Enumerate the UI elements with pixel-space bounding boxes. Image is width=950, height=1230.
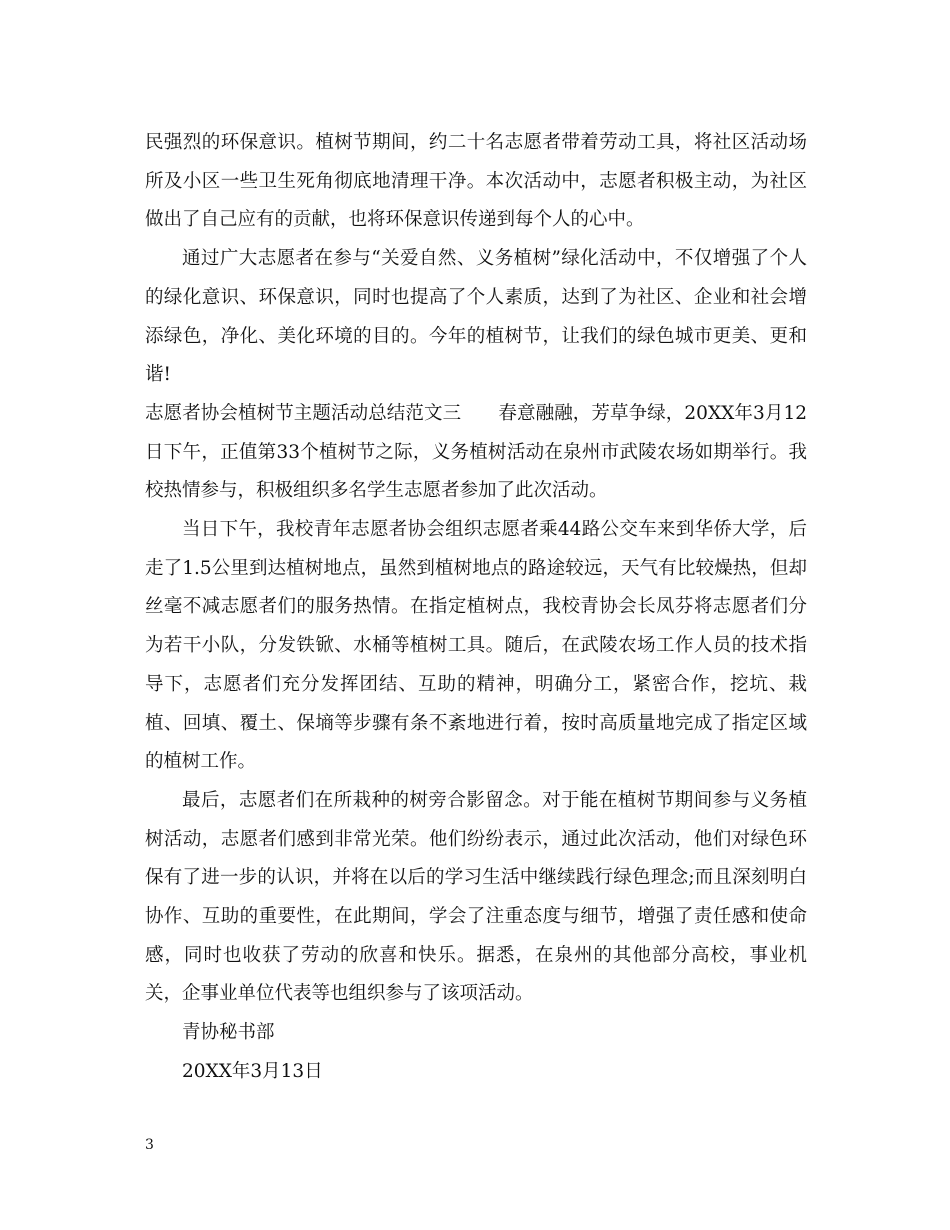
body-text bbox=[145, 124, 807, 1092]
paragraph-conclusion: 最后，志愿者们在所栽种的树旁合影留念。对于能在植树节期间参与义务植树活动，志愿者们感到非常光荣。他们纷纷表示，通过此次活动，他们对绿色环保有了进一步的认识，并将在以后的学习生活中继续践行绿色理念;而且深刻明白协作、互助的重要性，在此期间，学会了注重态度与细节，增强了责任感和使命感，同时也收获了劳动的欣喜和快乐。据悉，在泉州的其他部分高校，事业机关，企事业单位代表等也组织参与了该项活动。 bbox=[145, 789, 807, 1005]
signature-date: 20XX年3月13日 bbox=[182, 1060, 323, 1082]
signature-department: 青协秘书部 bbox=[182, 1022, 275, 1044]
paragraph-sample-three-intro: 志愿者协会植树节主题活动总结范文三 春意融融，芳草争绿，20XX年3月12日下午，正值第33个植树节之际，义务植树活动在泉州市武陵农场如期举行。我校热情参与，积极组织多名学生志愿者参加了此次活动。 bbox=[145, 402, 807, 502]
paragraph-cleanup-continuation: 民强烈的环保意识。植树节期间，约二十名志愿者带着劳动工具，将社区活动场所及小区一些卫生死角彻底地清理干净。本次活动中，志愿者积极主动，为社区做出了自己应有的贡献，也将环保意识传递到每个人的心中。 bbox=[145, 132, 807, 231]
paragraph-planting-process: 当日下午，我校青年志愿者协会组织志愿者乘44路公交车来到华侨大学，后走了1.5公里到达植树地点，虽然到植树地点的路途较远，天气有比较燥热，但却丝毫不减志愿者们的服务热情。在指定植树点，我校青协会长凤芬将志愿者们分为若干小队，分发铁锨、水桶等植树工具。随后，在武陵农场工作人员的技术指导下，志愿者们充分发挥团结、互助的精神，明确分工，紧密合作，挖坑、栽植、回填、覆土、保墒等步骤有条不紊地进行着，按时高质量地完成了指定区域的植树工作。 bbox=[145, 519, 807, 773]
page-number: 3 bbox=[145, 1137, 154, 1153]
paragraph-green-activity-summary: 通过广大志愿者在参与“关爱自然、义务植树”绿化活动中，不仅增强了个人的绿化意识、环保意识，同时也提高了个人素质，达到了为社区、企业和社会增添绿色，净化、美化环境的目的。今年的植树节，让我们的绿色城市更美、更和谐! bbox=[145, 248, 807, 386]
